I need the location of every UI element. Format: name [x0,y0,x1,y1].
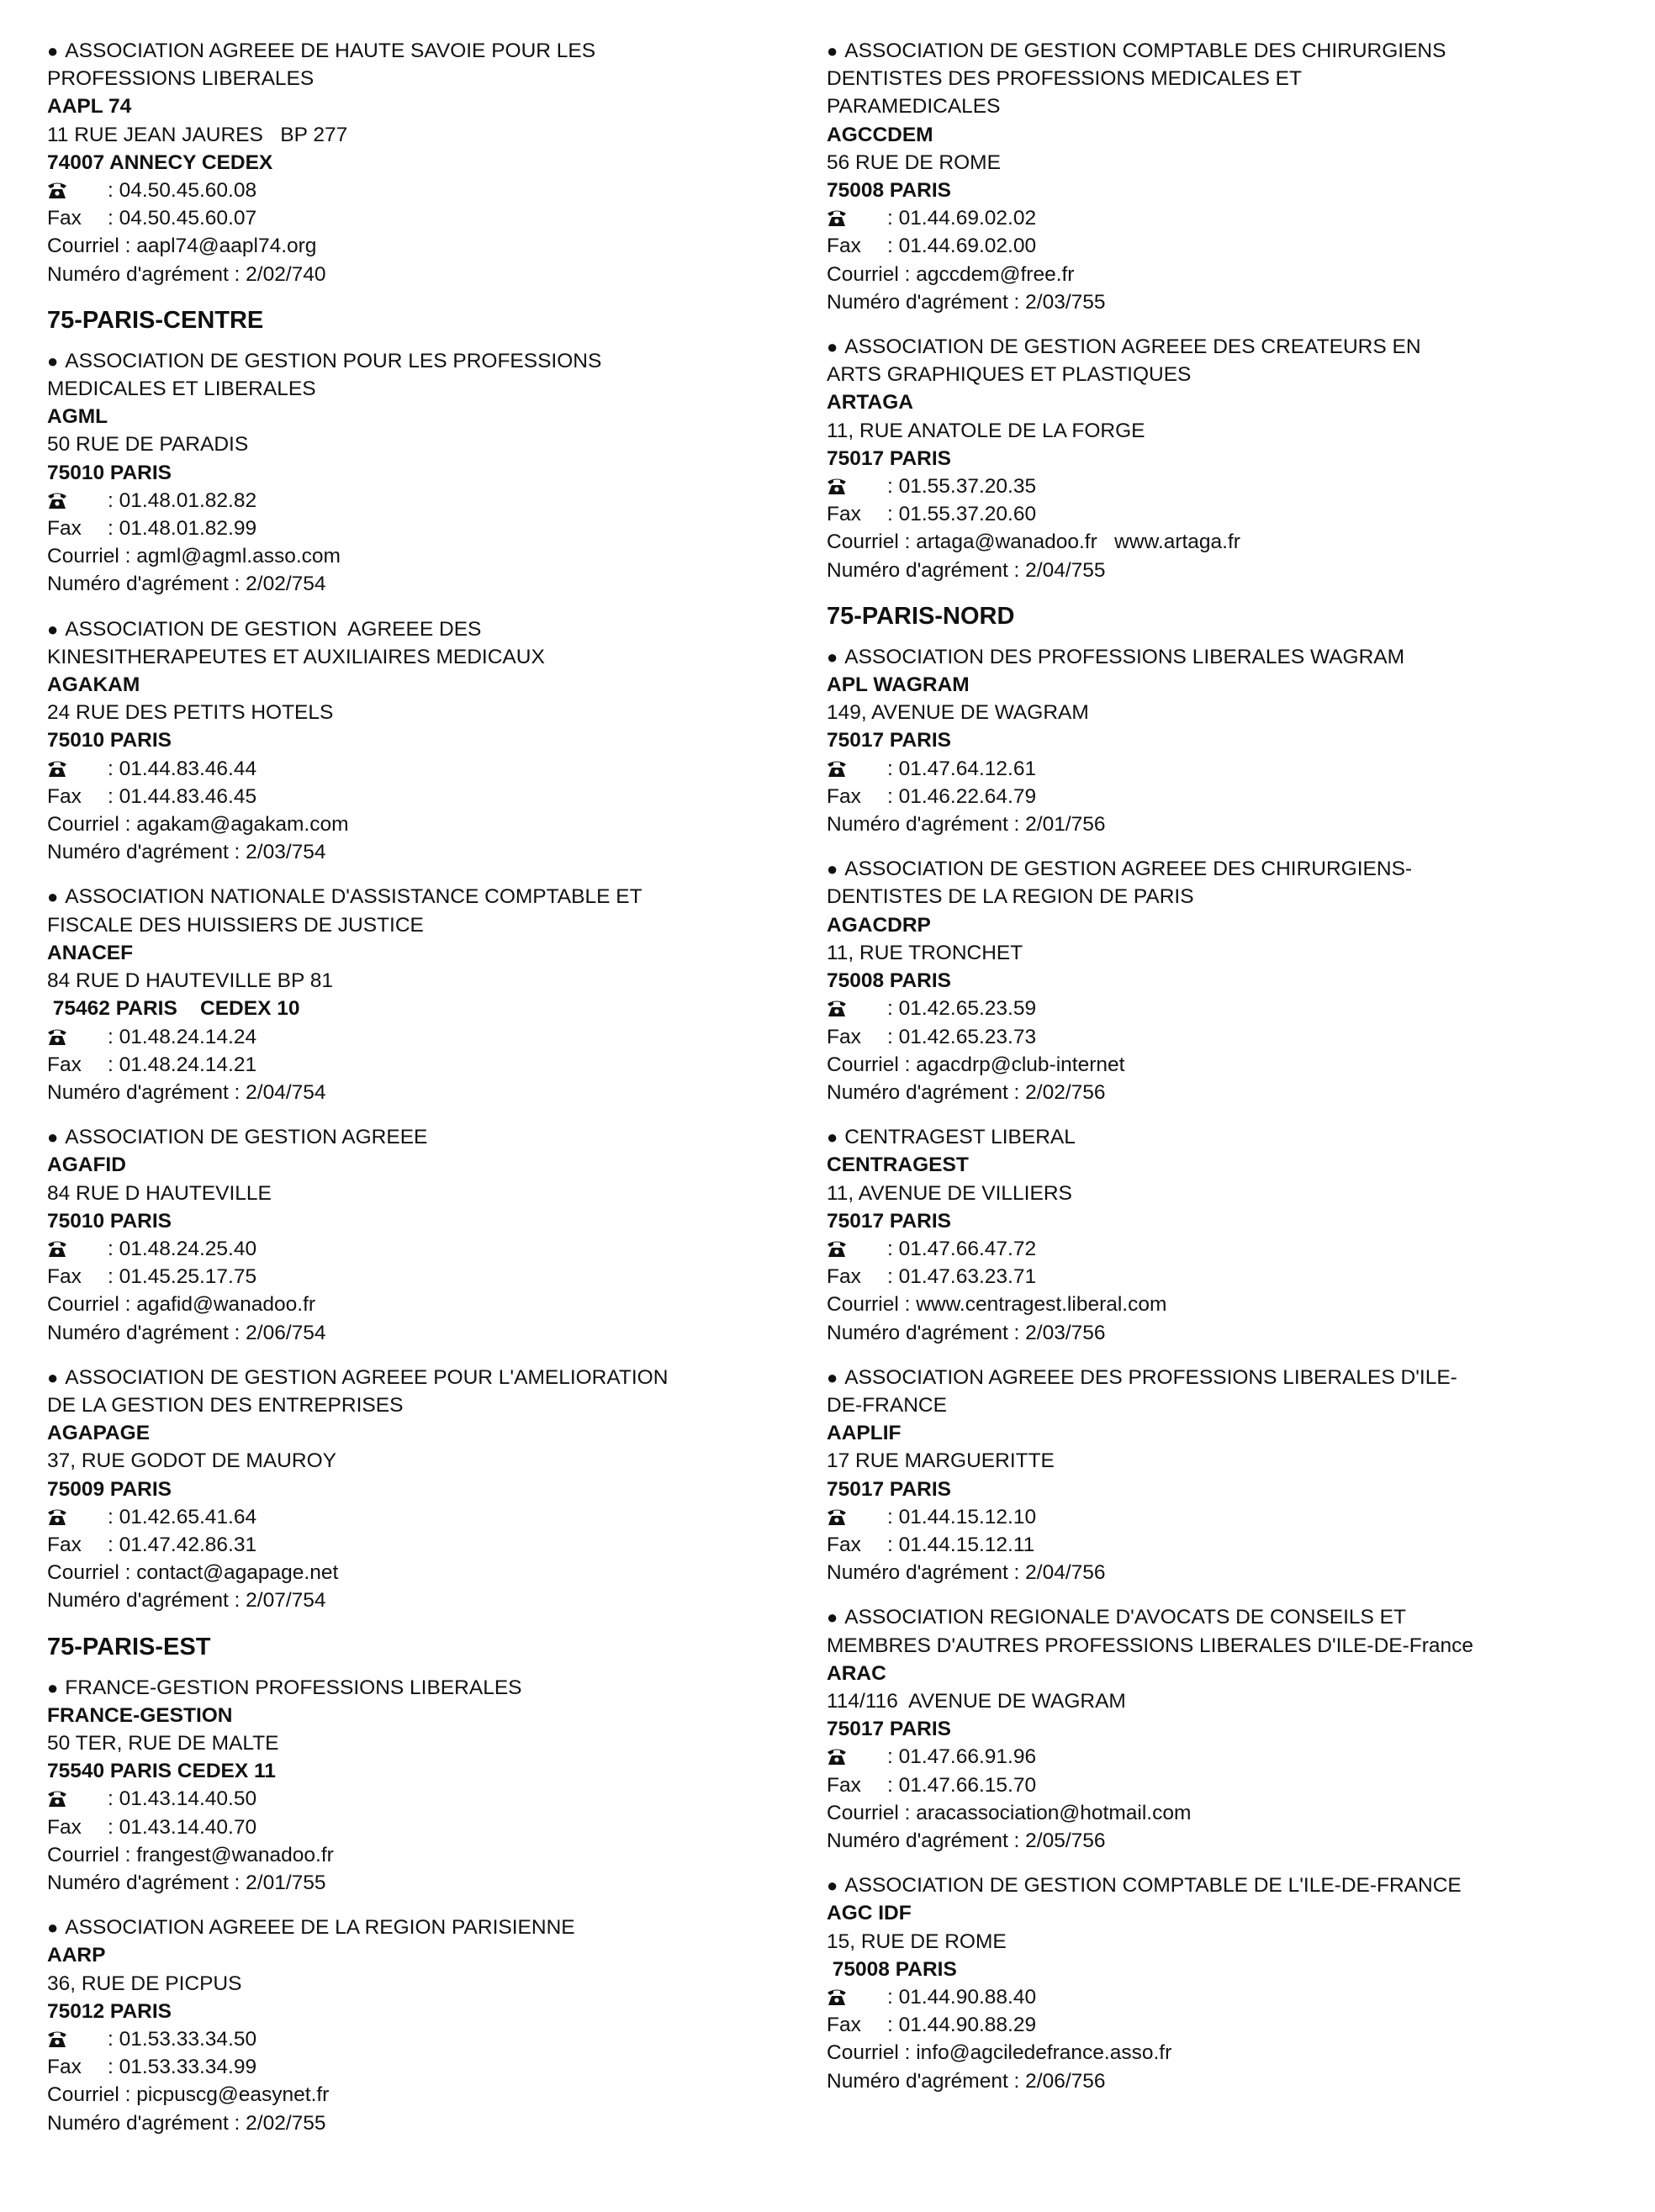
email-line: Courriel : agccdem@free.fr [827,262,1075,286]
phone-icon [827,477,847,495]
address-line: 24 RUE DES PETITS HOTELS [47,701,334,725]
association-entry [47,1674,804,1898]
postal-city: 75012 PARIS [47,1999,172,2023]
phone-row [47,1785,804,1813]
phone-icon [47,1789,67,1808]
phone-number: : 01.47.64.12.61 [887,757,1037,780]
association-name-line [827,1632,1617,1660]
association-acronym: AARP [47,1944,106,1967]
phone-icon [47,181,67,199]
phone-number: : 01.43.14.40.50 [108,1787,257,1811]
fax-label: Fax [47,1053,82,1076]
fax-number: : 01.44.90.88.29 [887,2014,1037,2037]
phone-icon [827,1988,847,2006]
phone-row [827,995,1617,1022]
fax-number: : 01.47.66.15.70 [887,1773,1037,1797]
association-name-text: ARTS GRAPHIQUES ET PLASTIQUES [827,363,1192,387]
phone-icon [47,491,67,509]
agrement-number: Numéro d'agrément : 2/02/755 [47,2111,326,2135]
association-name-line [47,1914,804,1941]
agrement-number: Numéro d'agrément : 2/04/754 [47,1080,326,1104]
association-name-text: MEDICALES ET LIBERALES [47,377,316,401]
association-name-line [47,615,804,643]
postal-city: 75010 PARIS [47,1209,172,1233]
association-entry [47,1364,804,1615]
association-name-text: DE-FRANCE [827,1393,947,1417]
association-name-line [47,65,804,92]
association-acronym: APL WAGRAM [827,673,970,697]
association-name-text: DE LA GESTION DES ENTREPRISES [47,1393,404,1417]
postal-city: 75462 PARIS CEDEX 10 [47,997,300,1021]
association-entry [827,1364,1617,1587]
phone-row [47,1235,804,1263]
association-name-line [47,37,804,65]
association-name-line [827,883,1617,911]
agrement-number: Numéro d'agrément : 2/02/754 [47,573,326,596]
agrement-number: Numéro d'agrément : 2/02/756 [827,1080,1106,1104]
association-entry [827,855,1617,1106]
association-name-text: ASSOCIATION AGREEE DES PROFESSIONS LIBERALES D'ILE- [844,1365,1457,1389]
right-column [827,37,1617,2112]
association-name-line [47,1123,804,1151]
fax-row [47,515,804,542]
fax-label: Fax [827,1773,861,1797]
phone-icon [827,1747,847,1766]
association-entry [827,1123,1617,1347]
phone-number: : 01.48.24.14.24 [108,1025,257,1048]
association-name-text: ASSOCIATION DES PROFESSIONS LIBERALES WAGRAM [844,645,1405,668]
section-heading: 75-PARIS-NORD [827,602,1015,630]
association-entry [47,1123,804,1347]
phone-icon [47,1239,67,1258]
fax-number: : 01.44.69.02.00 [887,235,1037,258]
phone-number: : 01.48.01.82.82 [108,488,257,512]
association-name-text: ASSOCIATION REGIONALE D'AVOCATS DE CONSEILS ET [844,1606,1406,1629]
phone-number: : 04.50.45.60.08 [108,179,257,203]
association-name-line [827,92,1617,120]
association-name-text: CENTRAGEST LIBERAL [844,1126,1076,1149]
fax-row [827,500,1617,528]
email-line: Courriel : aapl74@aapl74.org [47,235,317,258]
email-line: Courriel : www.centragest.liberal.com [827,1293,1167,1317]
bullet-icon: ● [47,618,59,640]
bullet-icon: ● [47,1676,59,1698]
phone-number: : 01.47.66.91.96 [887,1745,1037,1769]
postal-city: 75008 PARIS [827,1957,957,1981]
bullet-icon: ● [827,1366,838,1388]
postal-city: 75017 PARIS [827,1209,951,1233]
address-line: 11, AVENUE DE VILLIERS [827,1181,1072,1205]
association-acronym: AGAKAM [47,673,140,697]
association-name-text: PROFESSIONS LIBERALES [47,67,315,91]
section-heading: 75-PARIS-EST [47,1633,211,1660]
fax-number: : 01.44.15.12.11 [887,1533,1035,1556]
postal-city: 75010 PARIS [47,729,172,752]
association-name-text: ASSOCIATION DE GESTION COMPTABLE DE L'ILE-DE-FRANCE [844,1874,1462,1898]
bullet-icon: ● [47,350,59,372]
phone-row [47,2025,804,2053]
fax-number: : 04.50.45.60.07 [108,207,257,230]
bullet-icon: ● [47,40,59,61]
phone-row [827,204,1617,232]
bullet-icon: ● [47,1366,59,1388]
address-line: 17 RUE MARGUERITTE [827,1449,1055,1473]
association-acronym: ANACEF [47,941,134,964]
address-line: 11, RUE ANATOLE DE LA FORGE [827,419,1145,442]
fax-number: : 01.43.14.40.70 [108,1815,257,1839]
fax-label: Fax [47,784,82,808]
address-line: 56 RUE DE ROME [827,150,1001,174]
association-entry [47,1914,804,2137]
phone-number: : 01.44.90.88.40 [887,1986,1037,2009]
association-acronym: FRANCE-GESTION [47,1703,233,1727]
fax-number: : 01.44.83.46.45 [108,784,257,808]
phone-row [827,1743,1617,1771]
bullet-icon: ● [827,40,838,61]
email-line: Courriel : agml@agml.asso.com [47,545,341,568]
association-acronym: CENTRAGEST [827,1154,969,1177]
agrement-number: Numéro d'agrément : 2/05/756 [827,1829,1106,1852]
association-acronym: ARAC [827,1661,886,1685]
phone-row [827,1503,1617,1531]
association-name-text: ASSOCIATION AGREEE DE HAUTE SAVOIE POUR LES [65,40,596,62]
association-name-text: ASSOCIATION DE GESTION AGREEE [65,1126,428,1149]
address-line: 15, RUE DE ROME [827,1930,1007,1953]
association-name-line [827,643,1617,671]
phone-row [827,472,1617,500]
fax-number: : 01.53.33.34.99 [108,2056,257,2079]
agrement-number: Numéro d'agrément : 2/01/756 [827,813,1106,837]
fax-row [47,1263,804,1291]
address-line: 149, AVENUE DE WAGRAM [827,701,1089,725]
left-column [47,37,804,2154]
association-name-line [47,1364,804,1391]
association-name-line [827,855,1617,883]
phone-row [47,755,804,783]
association-name-line [47,883,804,911]
email-line: Courriel : contact@agapage.net [47,1561,339,1585]
association-name-text: ASSOCIATION DE GESTION POUR LES PROFESSIONS [65,349,602,372]
address-line: 11 RUE JEAN JAURES BP 277 [47,123,348,146]
phone-icon [827,999,847,1017]
phone-row [827,1983,1617,2011]
association-name-text: ASSOCIATION NATIONALE D'ASSISTANCE COMPTABLE ET [65,885,642,909]
agrement-number: Numéro d'agrément : 2/01/755 [47,1871,326,1894]
fax-row [47,204,804,232]
email-line: Courriel : agakam@agakam.com [47,813,349,837]
association-acronym: AGACDRP [827,913,931,937]
association-name-text: ASSOCIATION DE GESTION COMPTABLE DES CHIRURGIENS [844,40,1446,62]
postal-city: 75008 PARIS [827,179,951,203]
fax-label: Fax [827,1533,861,1556]
email-line: Courriel : frangest@wanadoo.fr [47,1843,334,1866]
phone-icon [47,1027,67,1046]
fax-number: : 01.45.25.17.75 [108,1265,257,1289]
fax-number: : 01.47.63.23.71 [887,1265,1037,1289]
fax-label: Fax [827,1265,861,1289]
association-name-line [827,333,1617,361]
association-name-text: ASSOCIATION DE GESTION AGREEE DES CHIRURGIENS- [844,858,1413,881]
bullet-icon: ● [47,1917,59,1939]
agrement-number: Numéro d'agrément : 2/03/754 [47,841,326,864]
email-line: Courriel : aracassociation@hotmail.com [827,1801,1192,1824]
postal-city: 75540 PARIS CEDEX 11 [47,1760,276,1783]
association-name-line [47,1391,804,1419]
agrement-number: Numéro d'agrément : 2/04/756 [827,1561,1106,1585]
association-name-line [827,361,1617,388]
address-line: 37, RUE GODOT DE MAUROY [47,1449,336,1473]
fax-label: Fax [47,1533,82,1556]
association-name-line [47,643,804,671]
fax-label: Fax [47,1815,82,1839]
email-line: Courriel : agacdrp@club-internet [827,1053,1125,1076]
email-line: Courriel : agafid@wanadoo.fr [47,1293,316,1317]
fax-label: Fax [827,503,861,526]
phone-number: : 01.44.15.12.10 [887,1505,1037,1528]
association-entry [827,1871,1617,2095]
association-name-text: MEMBRES D'AUTRES PROFESSIONS LIBERALES D'ILE-DE-France [827,1634,1474,1657]
postal-city: 75017 PARIS [827,446,951,470]
association-name-text: ASSOCIATION DE GESTION AGREEE DES CREATEURS EN [844,335,1421,359]
bullet-icon: ● [827,1607,838,1629]
phone-row [47,487,804,515]
bullet-icon: ● [827,336,838,358]
association-name-text: FRANCE-GESTION PROFESSIONS LIBERALES [65,1676,522,1699]
phone-row [47,1503,804,1531]
bullet-icon: ● [47,886,59,908]
postal-city: 75017 PARIS [827,1477,951,1501]
address-line: 11, RUE TRONCHET [827,941,1023,964]
agrement-number: Numéro d'agrément : 2/02/740 [47,262,326,286]
address-line: 50 TER, RUE DE MALTE [47,1731,279,1755]
address-line: 50 RUE DE PARADIS [47,433,249,457]
association-acronym: AGAPAGE [47,1422,151,1445]
fax-label: Fax [827,1025,861,1048]
association-name-text: ASSOCIATION DE GESTION AGREEE DES [65,617,482,641]
bullet-icon: ● [827,858,838,880]
association-entry [47,37,804,288]
association-acronym: ARTAGA [827,391,913,414]
association-name-text: FISCALE DES HUISSIERS DE JUSTICE [47,913,424,937]
fax-label: Fax [47,2056,82,2079]
fax-row [47,783,804,810]
phone-icon [827,1507,847,1526]
address-line: 84 RUE D HAUTEVILLE BP 81 [47,969,333,993]
fax-label: Fax [47,517,82,541]
fax-row [827,1531,1617,1559]
email-line: Courriel : picpuscg@easynet.fr [47,2083,330,2107]
association-name-line [47,911,804,939]
association-acronym: AAPLIF [827,1422,902,1445]
fax-row [827,1263,1617,1291]
phone-row [47,177,804,204]
fax-label: Fax [47,1265,82,1289]
association-entry [47,615,804,867]
phone-number: : 01.53.33.34.50 [108,2028,257,2051]
association-entry [47,883,804,1106]
fax-row [827,1771,1617,1799]
fax-label: Fax [827,235,861,258]
association-name-line [827,37,1617,65]
bullet-icon: ● [827,1127,838,1148]
postal-city: 75009 PARIS [47,1477,172,1501]
fax-row [47,1813,804,1841]
email-line: Courriel : artaga@wanadoo.fr www.artaga.fr [827,531,1240,554]
association-name-line [827,65,1617,92]
fax-label: Fax [827,784,861,808]
association-name-line [827,1391,1617,1419]
email-line: Courriel : info@agciledefrance.asso.fr [827,2041,1172,2065]
association-entry [827,1603,1617,1855]
fax-row [827,232,1617,260]
bullet-icon: ● [827,646,838,668]
postal-city: 75017 PARIS [827,1718,951,1741]
phone-number: : 01.44.83.46.44 [108,757,257,780]
bullet-icon: ● [827,1875,838,1897]
association-name-text: ASSOCIATION DE GESTION AGREEE POUR L'AMELIORATION [65,1365,669,1389]
phone-row [827,1235,1617,1263]
association-entry [47,347,804,599]
phone-icon [47,2030,67,2048]
phone-icon [827,759,847,778]
phone-icon [827,209,847,227]
association-name-line [827,1364,1617,1391]
association-acronym: AGCCDEM [827,123,933,146]
phone-number: : 01.48.24.25.40 [108,1237,257,1260]
bullet-icon: ● [47,1127,59,1148]
association-entry [827,333,1617,584]
association-name-text: KINESITHERAPEUTES ET AUXILIAIRES MEDICAUX [47,645,545,668]
association-acronym: AGAFID [47,1154,126,1177]
phone-number: : 01.42.65.23.59 [887,997,1037,1021]
agrement-number: Numéro d'agrément : 2/07/754 [47,1589,326,1613]
address-line: 84 RUE D HAUTEVILLE [47,1181,272,1205]
address-line: 36, RUE DE PICPUS [47,1972,242,1995]
fax-row [827,783,1617,810]
fax-row [47,1051,804,1079]
association-name-line [47,1674,804,1702]
association-name-line [827,1123,1617,1151]
association-name-text: ASSOCIATION AGREEE DE LA REGION PARISIENNE [65,1916,575,1940]
phone-icon [47,1507,67,1526]
agrement-number: Numéro d'agrément : 2/03/756 [827,1321,1106,1344]
fax-number: : 01.48.24.14.21 [108,1053,257,1076]
association-acronym: AAPL 74 [47,95,132,119]
section-heading: 75-PARIS-CENTRE [47,306,264,334]
association-acronym: AGC IDF [827,1902,912,1925]
association-name-text: DENTISTES DE LA REGION DE PARIS [827,885,1194,909]
phone-number: : 01.47.66.47.72 [887,1237,1037,1260]
fax-row [47,1531,804,1559]
postal-city: 75010 PARIS [47,461,172,484]
fax-row [47,2053,804,2081]
fax-number: : 01.48.01.82.99 [108,517,257,541]
agrement-number: Numéro d'agrément : 2/04/755 [827,558,1106,582]
association-entry [827,643,1617,838]
association-acronym: AGML [47,405,108,429]
fax-number: : 01.55.37.20.60 [887,503,1037,526]
association-name-line [47,375,804,403]
association-name-line [47,347,804,375]
postal-city: 75017 PARIS [827,729,951,752]
phone-row [827,755,1617,783]
agrement-number: Numéro d'agrément : 2/06/756 [827,2069,1106,2093]
association-name-text: DENTISTES DES PROFESSIONS MEDICALES ET [827,67,1302,91]
postal-city: 74007 ANNECY CEDEX [47,150,273,174]
fax-label: Fax [827,2014,861,2037]
association-name-line [827,1871,1617,1899]
phone-icon [47,759,67,778]
agrement-number: Numéro d'agrément : 2/03/755 [827,290,1106,314]
fax-number: : 01.47.42.86.31 [108,1533,257,1556]
phone-row [47,1023,804,1051]
fax-row [827,2011,1617,2039]
association-entry [827,37,1617,316]
fax-number: : 01.46.22.64.79 [887,784,1037,808]
phone-number: : 01.55.37.20.35 [887,475,1037,499]
address-line: 114/116 AVENUE DE WAGRAM [827,1689,1126,1713]
fax-row [827,1023,1617,1051]
association-name-line [827,1603,1617,1631]
fax-number: : 01.42.65.23.73 [887,1025,1037,1048]
fax-label: Fax [47,207,82,230]
agrement-number: Numéro d'agrément : 2/06/754 [47,1321,326,1344]
association-name-text: PARAMEDICALES [827,95,1001,119]
phone-number: : 01.42.65.41.64 [108,1505,257,1528]
postal-city: 75008 PARIS [827,969,951,993]
phone-number: : 01.44.69.02.02 [887,207,1037,230]
phone-icon [827,1239,847,1258]
